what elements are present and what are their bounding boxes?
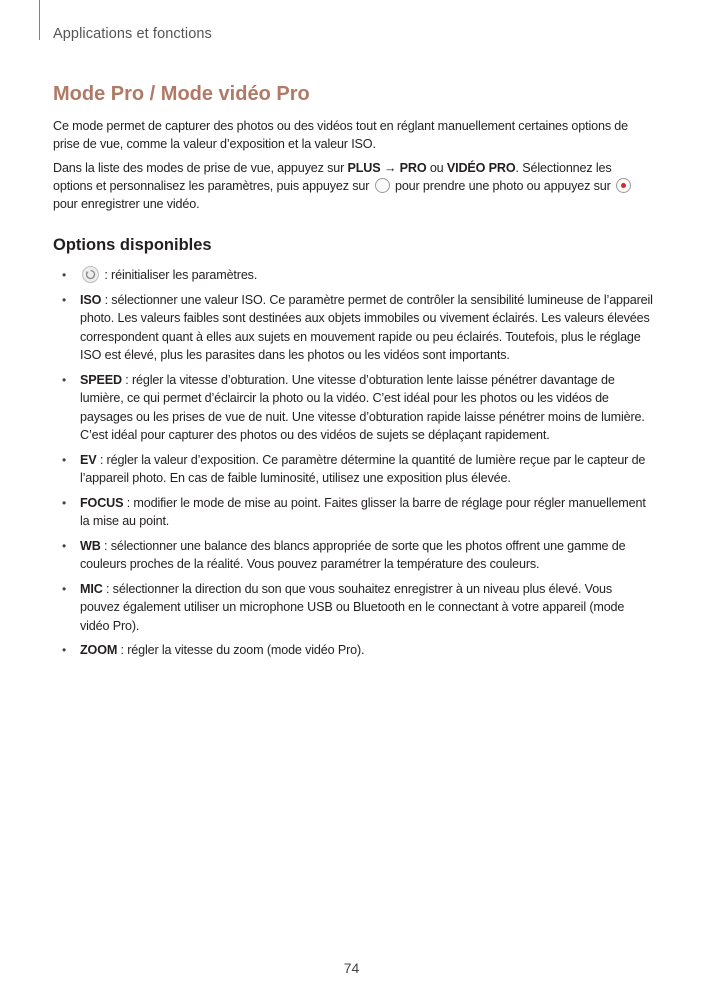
bullet-icon: • <box>62 538 67 553</box>
section-header: Applications et fonctions <box>53 26 212 42</box>
option-term: MIC <box>80 581 103 596</box>
bullet-icon: • <box>62 268 67 282</box>
intro-paragraph-1: Ce mode permet de capturer des photos ou des vidéos tout en réglant manuellement certaines options de prise de vue, comme la valeur d’exposition et la valeur ISO. <box>53 119 629 151</box>
or-text: ou <box>426 161 447 175</box>
list-item <box>53 371 653 445</box>
intro-text: . Sélectionnez les options et personnalisez les paramètres, puis appuyez sur <box>53 161 612 193</box>
menu-pro: PRO <box>399 161 427 175</box>
list-item <box>53 451 653 488</box>
option-term: SPEED <box>80 372 122 387</box>
list-item <box>53 291 653 365</box>
intro-text: pour enregistrer une vidéo. <box>53 197 200 211</box>
option-text: : modifier le mode de mise au point. Faites glisser la barre de réglage pour régler manuellement la mise au point. <box>80 495 646 528</box>
bullet-icon: • <box>62 452 67 467</box>
record-button-icon <box>616 178 631 193</box>
option-term: EV <box>80 452 97 467</box>
bullet-icon: • <box>62 372 67 387</box>
option-text: : régler la valeur d’exposition. Ce paramètre détermine la quantité de lumière reçue par le capteur de l’appareil photo. En cas de faible luminosité, utilisez une exposition plus élevée. <box>80 452 646 485</box>
option-text: : sélectionner une valeur ISO. Ce paramètre permet de contrôler la sensibilité lumineuse de l’appareil photo. Les valeurs faibles sont destinées aux objets immobiles ou vivement éclairés. Les valeurs élevées correspondent quant à elles aux sujets en mouvement rapide ou peu éclairés. Toutefois, plus le réglage ISO est élevé, plus les parasites dans les photos ou les vidéos sont importants. <box>80 292 653 362</box>
option-text: : réinitialiser les paramètres. <box>101 268 258 282</box>
option-term: ZOOM <box>80 643 118 657</box>
page-number: 74 <box>343 960 360 976</box>
margin-rule <box>39 0 40 40</box>
bullet-icon: • <box>62 292 67 307</box>
option-term: ISO <box>80 292 102 307</box>
list-item <box>53 537 653 574</box>
option-text: : régler la vitesse du zoom (mode vidéo Pro). <box>117 643 365 657</box>
list-item <box>53 494 653 531</box>
bullet-icon: • <box>62 495 67 510</box>
intro-text: pour prendre une photo ou appuyez sur <box>391 179 615 193</box>
arrow-text: → <box>380 161 400 175</box>
list-item <box>53 580 653 636</box>
option-term: FOCUS <box>80 495 124 510</box>
menu-video-pro: VIDÉO PRO <box>446 161 516 175</box>
reset-icon <box>82 266 99 283</box>
shutter-button-icon <box>375 178 390 193</box>
menu-plus: PLUS <box>347 161 381 175</box>
options-list <box>53 266 653 666</box>
bullet-icon: • <box>62 643 67 657</box>
option-text: : sélectionner la direction du son que vous souhaitez enregistrer à un niveau plus élevé. Vous pouvez également utiliser un microphone USB ou Bluetooth en le connectant à votre appareil (mode vidéo Pro). <box>80 581 625 633</box>
list-item <box>53 641 653 660</box>
page-title: Mode Pro / Mode vidéo Pro <box>53 83 310 105</box>
option-text: : régler la vitesse d’obturation. Une vitesse d’obturation lente laisse pénétrer davantage de lumière, ce qui permet d’éclaircir la photo ou la vidéo. C’est idéal pour les photos ou les vidéos de paysages ou les prises de vue de nuit. Une vitesse d’obturation rapide laisse pénétrer moins de lumière. C’est idéal pour capturer des photos ou des vidéos de sujets se déplaçant rapidement. <box>80 372 645 442</box>
options-heading: Options disponibles <box>53 236 212 254</box>
intro-paragraph-2 <box>53 159 653 213</box>
intro-text: Dans la liste des modes de prise de vue, appuyez sur <box>53 161 348 175</box>
option-term: WB <box>80 538 101 553</box>
option-text: : sélectionner une balance des blancs appropriée de sorte que les photos offrent une gamme de couleurs proches de la réalité. Vous pouvez paramétrer la température des couleurs. <box>80 538 626 571</box>
bullet-icon: • <box>62 581 67 596</box>
list-item <box>53 266 653 285</box>
